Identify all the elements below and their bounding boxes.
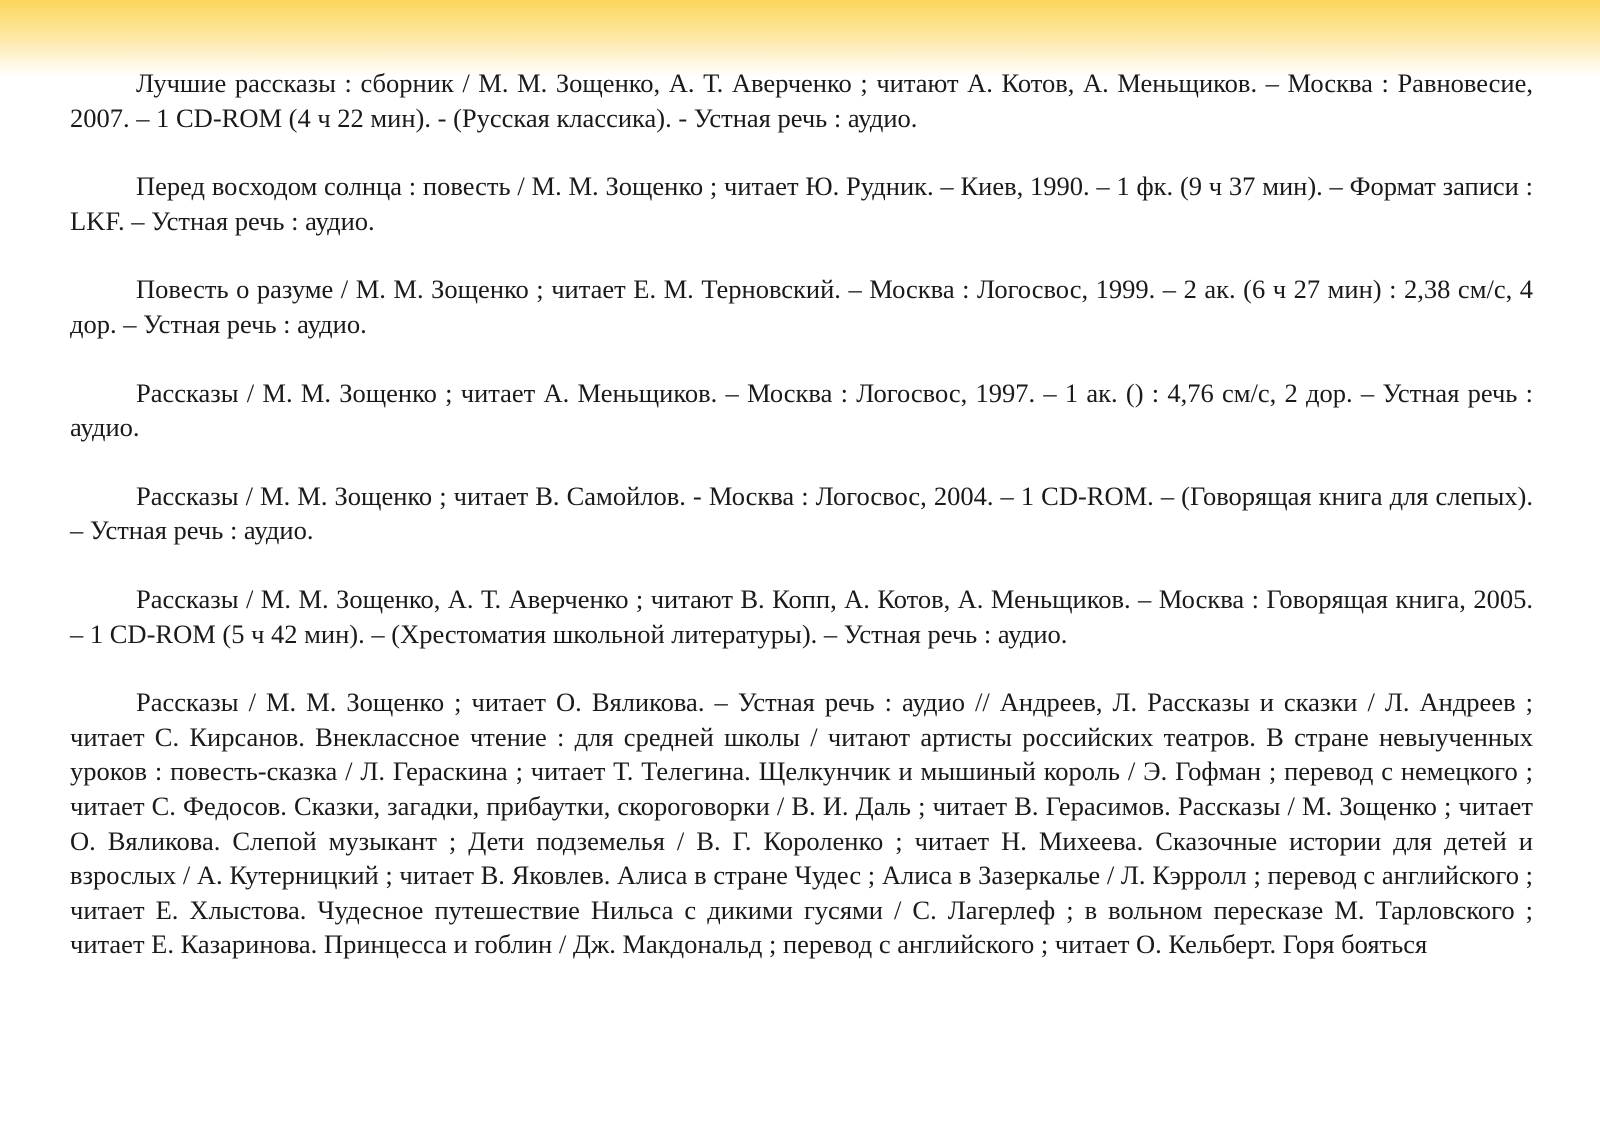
bibliography-entry: Повесть о разуме / М. М. Зощенко ; читает Е. М. Терновский. – Москва : Логосвос, 1999. – 2 ак. (6 ч 27 мин) : 2,38 см/с, 4 дор. – Устная речь : аудио.	[70, 274, 1533, 339]
bibliography-entry: Рассказы / М. М. Зощенко ; читает А. Меньщиков. – Москва : Логосвос, 1997. – 1 ак. () : 4,76 см/с, 2 дор. – Устная речь : аудио.	[70, 377, 1533, 443]
bibliography-entry: Перед восходом солнца : повесть / М. М. Зощенко ; читает Ю. Рудник. – Киев, 1990. – 1 фк. (9 ч 37 мин). – Формат записи : LKF. – Устная речь : аудио.	[70, 171, 1533, 236]
bibliography-list	[70, 66, 1533, 996]
bibliography-entry: Рассказы / М. М. Зощенко ; читает В. Самойлов. - Москва : Логосвос, 2004. – 1 CD-ROM. – (Говорящая книга для слепых). – Устная речь : аудио.	[70, 480, 1533, 546]
bibliography-entry: Лучшие рассказы : сборник / М. М. Зощенко, А. Т. Аверченко ; читают А. Котов, А. Меньщиков. – Москва : Равновесие, 2007. – 1 CD-ROM (4 ч 22 мин). - (Русская классика). - Устная речь : аудио.	[70, 68, 1533, 133]
bibliography-entry: Рассказы / М. М. Зощенко, А. Т. Аверченко ; читают В. Копп, А. Котов, А. Меньщиков. – Москва : Говорящая книга, 2005. – 1 CD-ROM (5 ч 42 мин). – (Хрестоматия школьной литературы). – Устная речь : аудио.	[70, 583, 1533, 649]
bibliography-entry: Рассказы / М. М. Зощенко ; читает О. Вяликова. – Устная речь : аудио // Андреев, Л. Рассказы и сказки / Л. Андреев ; читает С. Кирсанов. Внеклассное чтение : для средней школы / читают артисты российских театров. В стране невыученных уроков : повесть-сказка / Л. Гераскина ; читает Т. Телегина. Щелкунчик и мышиный король / Э. Гофман ; перевод с немецкого ; читает С. Федосов. Сказки, загадки, прибаутки, скороговорки / В. И. Даль ; читает В. Герасимов. Рассказы / М. Зощенко ; читает О. Вяликова. Слепой музыкант ; Дети подземелья / В. Г. Короленко ; читает Н. Михеева. Сказочные истории для детей и взрослых / А. Кутерницкий ; читает В. Яковлев. Алиса в стране Чудес ; Алиса в Зазеркалье / Л. Кэрролл ; перевод с английского ; читает Е. Хлыстова. Чудесное путешествие Нильса с дикими гусями / С. Лагерлеф ; в вольном пересказе М. Тарловского ; читает Е. Казаринова. Принцесса и гоблин / Дж. Макдональд ; перевод с английского ; читает О. Кельберт. Горя бояться	[70, 687, 1533, 960]
